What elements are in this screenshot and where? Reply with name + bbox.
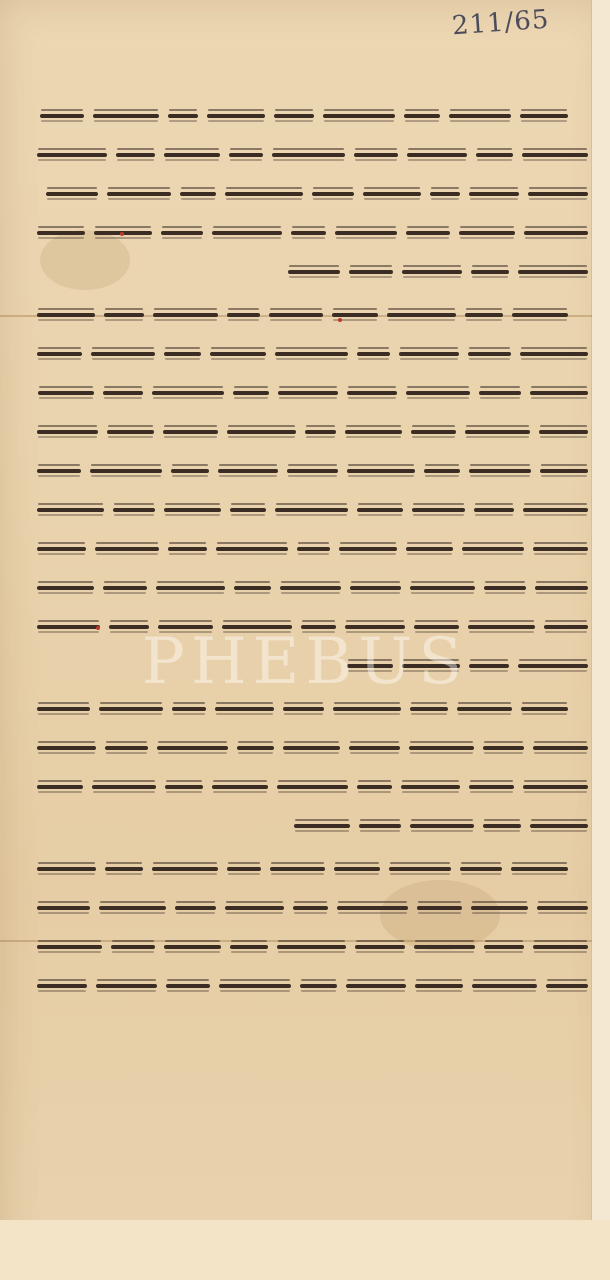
page-bottom-margin bbox=[0, 1220, 610, 1280]
handwritten-line bbox=[28, 100, 588, 132]
handwritten-line bbox=[28, 572, 588, 604]
handwritten-line bbox=[28, 338, 588, 370]
handwritten-line bbox=[28, 494, 588, 526]
handwritten-line bbox=[263, 256, 588, 288]
red-ink-mark bbox=[120, 232, 124, 236]
handwritten-line bbox=[28, 455, 588, 487]
handwritten-line bbox=[28, 771, 588, 803]
handwritten-line bbox=[28, 892, 588, 924]
watermark: PHEBUS bbox=[141, 625, 469, 699]
handwritten-line bbox=[28, 299, 588, 331]
handwritten-line bbox=[28, 931, 588, 963]
red-ink-mark bbox=[338, 318, 342, 322]
handwritten-line bbox=[28, 377, 588, 409]
handwritten-line bbox=[28, 533, 588, 565]
handwritten-line bbox=[28, 853, 588, 885]
handwritten-line bbox=[28, 732, 588, 764]
handwritten-line bbox=[28, 970, 588, 1002]
handwritten-line bbox=[28, 178, 588, 210]
handwritten-text bbox=[28, 100, 588, 1009]
handwritten-line bbox=[241, 810, 588, 842]
handwritten-line bbox=[28, 139, 588, 171]
handwritten-line bbox=[28, 217, 588, 249]
archive-number: 211/65 bbox=[451, 4, 551, 42]
handwritten-line bbox=[28, 416, 588, 448]
